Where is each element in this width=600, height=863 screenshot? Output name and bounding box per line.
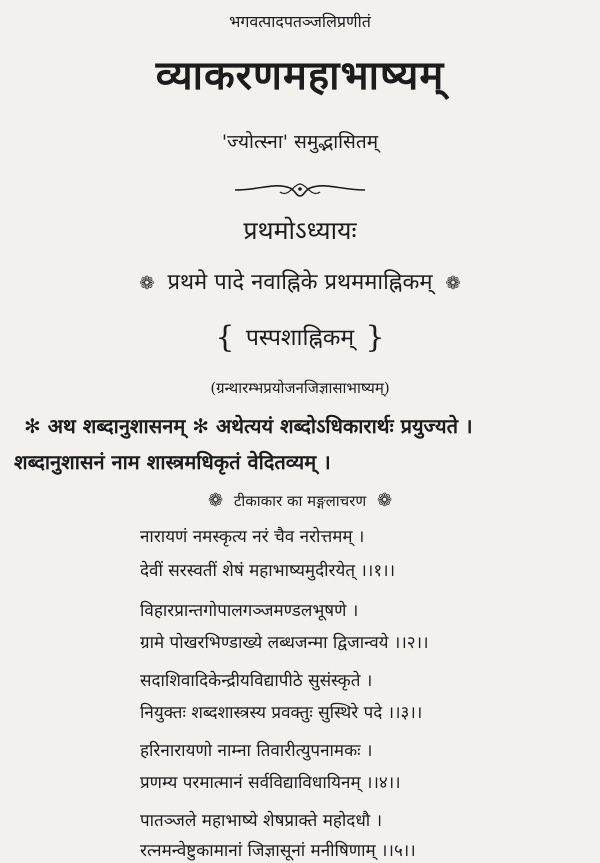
author-line: भगवत्पादपतञ्जलिप्रणीतं [229, 12, 371, 31]
verse-line: पातञ्जले महाभाष्ये शेषप्राक्ते महोदधौ । [140, 811, 383, 831]
sutra-text: अथ शब्दानुशासनम् [47, 414, 186, 438]
pada-heading [0, 266, 600, 296]
flower-icon: ❁ [207, 490, 224, 511]
flower-icon: ❁ [376, 490, 393, 511]
verse-line: हरिनारायणो नाम्ना तिवारीत्युपनामकः । [140, 741, 373, 761]
ahnika-text: पस्पशाह्निकम् [245, 325, 355, 351]
verse-line: प्रणम्य परमात्मानं सर्वविद्याविधायिनम् ।।४।। [140, 773, 401, 793]
flower-icon: ❁ [139, 273, 155, 294]
star-icon: ✻ [192, 414, 210, 438]
brace-open: { [215, 320, 235, 355]
verse-line: देवीं सरस्वतीं शेषं महाभाष्यमुदीरयेत् ।।१।। [140, 561, 396, 581]
verse-line: नियुक्तः शब्दशास्त्रस्य प्रवक्तुः सुस्थिरे पदे ।।३।। [140, 703, 423, 723]
ahnika-heading [0, 320, 600, 355]
verse-line: ग्रामे पोखरभिण्डाख्ये लब्धजन्मा द्विजान्वये ।।२।। [140, 633, 429, 653]
tika-text: टीकाकार का मङ्गलाचरण [233, 492, 367, 510]
brace-close: } [365, 320, 385, 355]
section-subtitle: (ग्रन्थारम्भप्रयोजनजिज्ञासाभाष्यम्) [210, 379, 390, 397]
book-title: व्याकरणमहाभाष्यम् [155, 52, 445, 99]
sutra-line-2: शब्दानुशासनं नाम शास्त्रमधिकृतं वेदितव्यम् । [14, 450, 331, 474]
chapter-heading: प्रथमोऽध्यायः [243, 216, 357, 245]
commentary-line: 'ज्योत्स्ना' समुद्भासितम् [221, 131, 379, 153]
pada-text: प्रथमे पादे नवाह्निके प्रथममाह्निकम् [167, 270, 433, 295]
tika-heading [0, 490, 600, 511]
verse-line: विहारप्रान्तगोपालगञ्जमण्डलभूषणे । [140, 601, 359, 621]
verse-line: नारायणं नमस्कृत्य नरं चैव नरोत्तमम् । [140, 527, 365, 547]
verse-line: सदाशिवादिकेन्द्रीयविद्यापीठे सुसंस्कृते । [140, 671, 373, 691]
verse-line: रत्नमन्वेष्टुकामानां जिज्ञासूनां मनीषिणाम् ।।५।। [140, 841, 416, 861]
bhashya-text: अथेत्ययं शब्दोऽधिकारार्थः प्रयुज्यते । [215, 414, 473, 438]
star-icon: ✻ [24, 414, 41, 438]
flower-icon: ❁ [445, 273, 461, 294]
sutra-line-1 [24, 412, 473, 439]
ornamental-divider [230, 178, 370, 200]
